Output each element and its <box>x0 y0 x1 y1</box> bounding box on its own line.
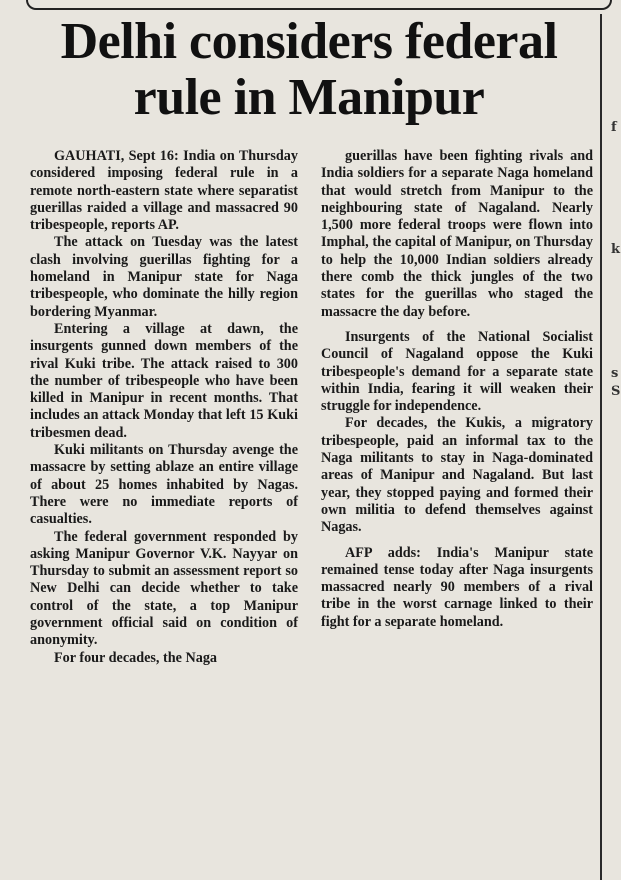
article-paragraph: For four decades, the Naga <box>54 649 218 666</box>
top-border-rule <box>26 0 612 10</box>
article-paragraph: Insurgents of the National Socialist Council of Nagaland oppose the Kuki tribespeople's demand for a separate state within India, fearing it will weaken their struggle for independence. <box>321 328 593 415</box>
headline <box>24 14 594 126</box>
headline-line-2: rule in Manipur <box>133 69 485 126</box>
article-paragraph: GAUHATI, Sept 16: India on Thursday considered imposing federal rule in a remote north-eastern state where separatist guerillas raided a village and massacred 90 tribespeople, reports AP. <box>30 148 298 234</box>
column-divider-rule <box>600 14 602 880</box>
article-paragraph: For decades, the Kukis, a migratory tribespeople, paid an informal tax to the Naga militants to stay in Naga-dominated areas of Manipur and Nagaland. But last year, they stopped paying and formed their own militia to defend themselves against Nagas. <box>321 415 593 536</box>
article-column-left <box>30 148 298 667</box>
article-paragraph: Entering a village at dawn, the insurgents gunned down members of the rival Kuki tribe. The attack raised to 300 the number of tribespeople who have been killed in Manipur in recent months. That includes an attack Monday that left 15 Kuki tribesmen dead. <box>30 320 298 441</box>
headline-line-1: Delhi considers federal <box>60 13 558 70</box>
article-paragraph: guerillas have been fighting rivals and India soldiers for a separate Naga homeland that would stretch from Manipur to the neighbouring state of Nagaland. Nearly 1,500 more federal troops were flown into Imphal, the capital of Manipur, on Thursday to help the 10,000 Indian soldiers already there comb the thick jungles of the two states for the guerillas who staged the massacre the day before. <box>321 148 593 320</box>
edge-letter: s <box>611 366 619 381</box>
article-paragraph: Kuki militants on Thursday avenge the massacre by setting ablaze an entire village of about 25 homes inhabited by Nagas. There were no immediate reports of casualties. <box>30 442 298 528</box>
article-column-right <box>321 148 593 631</box>
article-paragraph: The attack on Tuesday was the latest clash involving guerillas fighting for a homeland in Manipur state for Naga tribespeople, who dominate the hilly region bordering Myanmar. <box>30 234 298 320</box>
article-paragraph: The federal government responded by asking Manipur Governor V.K. Nayyar on Thursday to submit an assessment report so New Delhi can decide whether to take control of the state, a top Manipur government official said on condition of anonymity. <box>30 528 298 649</box>
edge-letter: f <box>611 120 617 135</box>
edge-letter: k <box>611 242 621 257</box>
article-paragraph: AFP adds: India's Manipur state remained tense today after Naga insurgents massacred nearly 90 members of a rival tribe in the worst carnage linked to their fight for a separate homeland. <box>321 544 593 630</box>
edge-letter: S <box>611 384 621 399</box>
